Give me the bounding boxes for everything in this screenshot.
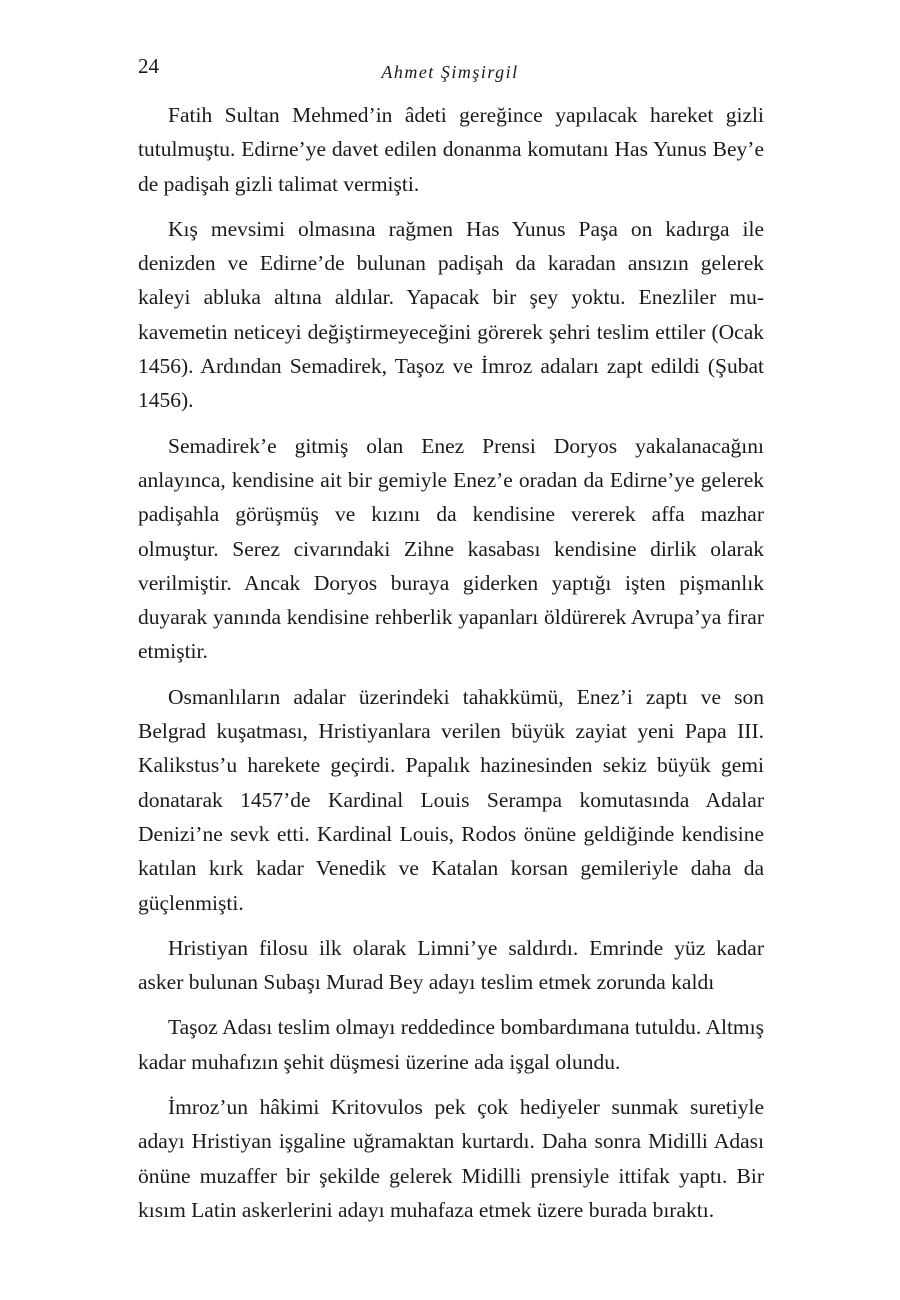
paragraph: Semadirek’e gitmiş olan Enez Prensi Doryos yakalanacağını anlayınca, kendisine ait bir gemiyle Enez’e oradan da Edirne’ye gelerek padişahla görüşmüş ve kızını da kendisine vererek affa mazhar olmuştur. Serez civarındaki Zihne kasabası kendisine dirlik olarak verilmiştir. Ancak Doryos buraya giderken yaptığı işten pişmanlık duyarak yanında kendisine rehberlik yapanları öldürerek Avrupa’ya firar etmiştir. [138,433,764,664]
paragraph: Kış mevsimi olmasına rağmen Has Yunus Paşa on kadırga ile denizden ve Edirne’de bulunan padişah da karadan ansızın gelerek kaleyi abluka altına aldılar. Yapacak bir şey yoktu. Enezliler mukavemetin neticeyi değiştirmeyeceğini görerek şehri teslim ettiler (Ocak 1456). Ardından Semadirek, Taşoz ve İmroz adaları zapt edildi (Şubat 1456). [138,216,764,413]
running-head-author: Ahmet Şimşirgil [381,62,519,82]
paragraph: Hristiyan filosu ilk olarak Limni’ye saldırdı. Emrinde yüz kadar asker bulunan Subaşı Murad Bey adayı teslim etmek zorunda kaldı [138,935,764,995]
page-number: 24 [138,54,159,78]
paragraph: Taşoz Adası teslim olmayı reddedince bombardımana tutuldu. Altmış kadar muhafızın şehit düşmesi üzerine ada işgal olundu. [138,1015,764,1074]
paragraph: Osmanlıların adalar üzerindeki tahakkümü, Enez’i zaptı ve son Belgrad kuşatması, Hristiyanlara verilen büyük zayiat yeni Papa III. Kalikstus’u harekete geçirdi. Papalık hazinesinden sekiz büyük gemi donatarak 1457’de Kardinal Louis Serampa komutasında Adalar Denizi’ne sevk etti. Kardinal Louis, Rodos önüne geldiğinde kendisine katılan kırk kadar Venedik ve Katalan korsan gemileriyle daha da güçlenmişti. [138,684,764,915]
body-text [138,98,764,1238]
paragraph: İmroz’un hâkimi Kritovulos pek çok hediyeler sunmak suretiyle adayı Hristiyan işgaline uğramaktan kurtardı. Daha sonra Midilli Adası önüne muzaffer bir şekilde gelerek Midilli prensiyle ittifak yaptı. Bir kısım Latin askerlerini adayı muhafaza etmek üzere burada bıraktı. [138,1095,764,1222]
paragraph: Fatih Sultan Mehmed’in âdeti gereğince yapılacak hareket gizli tutulmuştu. Edirne’ye davet edilen donanma komutanı Has Yunus Bey’e de padişah gizli talimat vermişti. [138,103,764,196]
